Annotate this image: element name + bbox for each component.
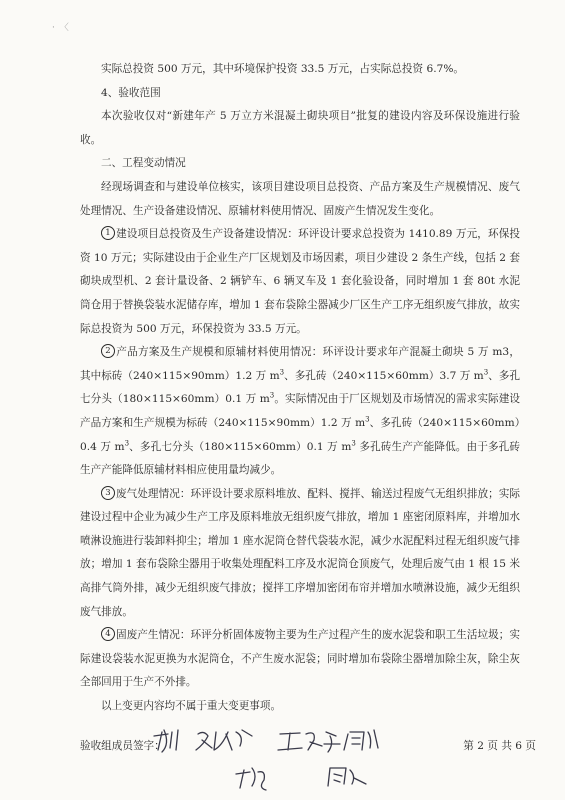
scan-speck: · 〈 — [52, 23, 70, 33]
item-4-paragraph — [80, 624, 520, 695]
item-1-text: 建设项目总投资及生产设备建设情况：环评设计要求总投资为 1410.89 万元，环保投资 10 万元；实际建设由于企业生产厂区规划及市场因素，项目少建设 2 条生产线，包括 2 套砌块成型机、2 套计量设备、2 辆铲车、6 辆叉车及 1 套化验设备，同时增加 1 套 80t 水泥筒仓用于替换袋装水泥储存库，增加 1 套布袋除尘器减少厂区生产工序无组织废气排放，故实际总投资为 500 万元，环保投资为 33.5 万元。 — [80, 228, 520, 335]
item-2-text-a: 产品方案及生产规模和原辅材料使用情况：环评设计要求年产混凝土砌块 5 万 m3，其中标砖（240×115×90mm）1.2 万 m — [80, 346, 520, 382]
circled-number-1: 1 — [101, 226, 115, 240]
scope-paragraph: 本次验收仅对“新建年产 5 万立方米混凝土砌块项目”批复的建设内容及环保设施进行验收。 — [80, 110, 520, 146]
superscript-3: 3 — [351, 438, 356, 447]
item-2-text-c: 、多孔七分头（180×115×60mm）0.1 万 m — [80, 369, 520, 406]
item-3-text: 废气处理情况：环评设计要求原料堆放、配料、搅拌、输送过程废气无组织排放；实际建设过程中企业为减少生产工序及原料堆放无组织废气排放，增加 1 座密闭原料库，并增加水喷淋设施进行装卸料抑尘；增加 1 座水泥筒仓替代袋装水泥，减少水泥配料过程无组织废气排放；增加 1 套布袋除尘器用于收集处理配料工序及水泥筒仓顶废气，处理后废气由 1 根 15 米高排气筒外排，减少无组织废气排放；搅拌工序增加密闭布帘并增加水喷淋设施，减少无组织废气排放。 — [80, 487, 520, 618]
superscript-3: 3 — [124, 438, 130, 447]
investment-paragraph: 实际总投资 500 万元，其中环境保护投资 33.5 万元，占实际总投资 6.7%。 — [101, 63, 464, 75]
scope-heading: 4、验收范围 — [101, 86, 161, 99]
superscript-3: 3 — [483, 368, 489, 377]
item-3-paragraph — [80, 483, 520, 625]
circled-number-2: 2 — [101, 344, 115, 358]
item-2-text-f: 、多孔七分头（180×115×60mm）0.1 万 m — [129, 440, 352, 453]
page-footer — [80, 738, 550, 778]
circled-number-3: 3 — [101, 486, 115, 500]
superscript-3: 3 — [365, 415, 370, 424]
superscript-3: 3 — [279, 368, 285, 377]
page-number: 第 2 页 共 6 页 — [463, 740, 536, 752]
signature-label: 验收组成员签字： — [80, 740, 165, 752]
document-body — [80, 58, 520, 719]
item-2-paragraph — [80, 341, 520, 483]
superscript-3: 3 — [269, 391, 275, 400]
item-2-text-d: 。实际情况由于厂区规划及市场情况的需求实际建设产品方案和生产规模为标砖（240×115×90mm）1.2 万 m — [80, 393, 520, 429]
changes-heading: 二、工程变动情况 — [101, 157, 186, 170]
changes-intro-paragraph: 经现场调查和与建设单位核实，该项目建设项目总投资、产品方案及生产规模情况、废气处理情况、生产设备建设情况、原辅材料使用情况、固废产生情况发生变化。 — [80, 180, 520, 217]
item-2-text-e: 、多孔砖（240×115×60mm）0.4 万 m — [80, 416, 520, 453]
handwritten-signatures — [140, 726, 480, 796]
conclusion-paragraph: 以上变更内容均不属于重大变更事项。 — [101, 700, 282, 713]
item-2-text-b: 、多孔砖（240×115×60mm）3.7 万 m — [284, 369, 484, 382]
item-2-text-g: 多孔砖生产产能降低。由于多孔砖生产产能降低原辅材料相应使用量均减少。 — [80, 440, 520, 477]
circled-number-4: 4 — [101, 627, 115, 641]
item-4-text: 固废产生情况：环评分析固体废物主要为生产过程产生的废水泥袋和职工生活垃圾；实际建设袋装水泥更换为水泥筒仓，不产生废水泥袋；同时增加布袋除尘器增加除尘灰，除尘灰全部回用于生产不外排。 — [80, 629, 520, 689]
item-1-paragraph — [80, 223, 520, 341]
signature-strokes — [140, 726, 480, 796]
